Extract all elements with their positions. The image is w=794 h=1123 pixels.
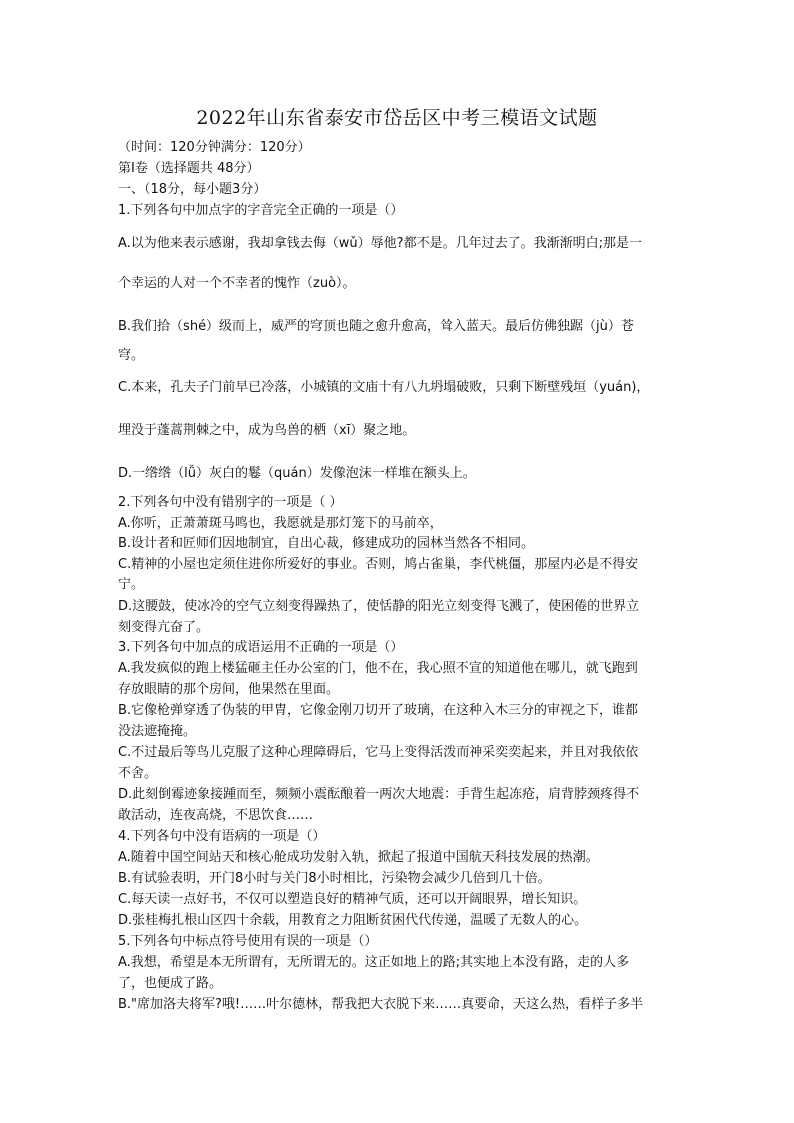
question-4-option-a: A.随着中国空间站天和核心舱成功发射入轨，掀起了报道中国航天科技发展的热潮。 — [118, 850, 599, 865]
question-3-option-b-cont: 没法遮掩掩。 — [118, 724, 197, 739]
question-2-option-b: B.设计者和匠师们因地制宜，自出心裁，修建成功的园林当然各不相同。 — [118, 536, 535, 551]
question-3-option-d: D.此刻倒霉迹象接踵而至，频频小震酝酿着一两次大地震：手背生起冻疮，肩背脖颈疼得不 — [118, 787, 640, 802]
exam-time-info: （时间：120分钟满分：120分） — [118, 140, 311, 155]
question-1-option-c-cont: 埋没于蓬蒿荆棘之中，成为鸟兽的栖（xī）聚之地。 — [118, 423, 416, 438]
question-1-option-c: C.本来，孔夫子门前早已冷落，小城镇的文庙十有八九坍塌破败，只剩下断壁残垣（yuán)， — [118, 380, 650, 395]
question-2-stem: 2.下列各句中没有错别字的一项是（ ） — [118, 495, 343, 510]
question-5-option-b: B."席加洛夫将军?哦!……叶尔德林，帮我把大衣脱下来……真要命，天这么热，看样子多半 — [118, 997, 644, 1012]
question-1-option-b-cont: 穹。 — [118, 348, 145, 363]
question-3-option-d-cont: 敢活动，连夜高烧，不思饮食…… — [118, 808, 314, 823]
question-4-option-c: C.每天读一点好书，不仅可以塑造良好的精神气质，还可以开阔眼界，增长知识。 — [118, 892, 587, 907]
question-4-option-b: B.有试验表明，开门8小时与关门8小时相比，污染物会减少几倍到几十倍。 — [118, 871, 551, 886]
part-heading: 一、（18分，每小题3分） — [118, 182, 267, 197]
question-3-option-c-cont: 不舍。 — [118, 766, 158, 781]
question-1-option-b: B.我们拾（shé）级而上，威严的穹顶也随之愈升愈高，耸入蓝天。最后仿佛独踞（jù）苍 — [118, 319, 634, 334]
question-3-option-a: A.我发疯似的跑上楼猛砸主任办公室的门，他不在，我心照不宣的知道他在哪儿，就飞跑到 — [118, 661, 638, 676]
question-5-option-a: A.我想，希望是本无所谓有，无所谓无的。这正如地上的路;其实地上本没有路，走的人多 — [118, 955, 630, 970]
question-4-option-d: D.张桂梅扎根山区四十余载，用教育之力阻断贫困代代传递，温暖了无数人的心。 — [118, 913, 588, 928]
question-4-stem: 4.下列各句中没有语病的一项是（） — [118, 829, 326, 844]
section-heading: 第Ⅰ卷（选择题共 48分） — [118, 161, 260, 176]
question-3-option-a-cont: 存放眼睛的那个房间，他果然在里面。 — [118, 682, 340, 697]
question-2-option-d: D.这腰鼓，使冰冷的空气立刻变得躁热了，使恬静的阳光立刻变得飞溅了，使困倦的世界立 — [118, 599, 640, 614]
question-5-stem: 5.下列各句中标点符号使用有误的一项是（） — [118, 934, 378, 949]
question-3-option-c: C.不过最后等鸟儿克服了这种心理障碍后，它马上变得活泼而神采奕奕起来，并且对我依依 — [118, 745, 639, 760]
question-2-option-c-cont: 宁。 — [118, 577, 145, 592]
question-2-option-d-cont: 刻变得亢奋了。 — [118, 620, 210, 635]
question-1-option-a: A.以为他来表示感谢，我却拿钱去侮（wǔ）辱他?都不是。几年过去了。我渐渐明白;那是一 — [118, 236, 642, 251]
question-1-option-d: D.一绺绺（lǚ）灰白的鬈（quán）发像泡沫一样堆在额头上。 — [118, 466, 476, 481]
page-title: 2022年山东省泰安市岱岳区中考三模语文试题 — [196, 107, 598, 129]
question-1-stem: 1.下列各句中加点字的字音完全正确的一项是（） — [118, 203, 404, 218]
question-2-option-c: C.精神的小屋也定须住进你所爱好的事业。否则，鸠占雀巢，李代桃僵，那屋内必是不得安 — [118, 557, 639, 572]
question-3-stem: 3.下列各句中加点的成语运用不正确的一项是（） — [118, 640, 404, 655]
question-5-option-a-cont: 了，也便成了路。 — [118, 976, 223, 991]
question-1-option-a-cont: 个幸运的人对一个不幸者的愧怍（zuò）。 — [118, 276, 356, 291]
question-3-option-b: B.它像枪弹穿透了伪装的甲胄，它像金刚刀切开了玻璃，在这种入木三分的审视之下，谁都 — [118, 703, 639, 718]
question-2-option-a: A.你听，正萧萧斑马鸣也，我愿就是那灯笼下的马前卒， — [118, 516, 443, 531]
